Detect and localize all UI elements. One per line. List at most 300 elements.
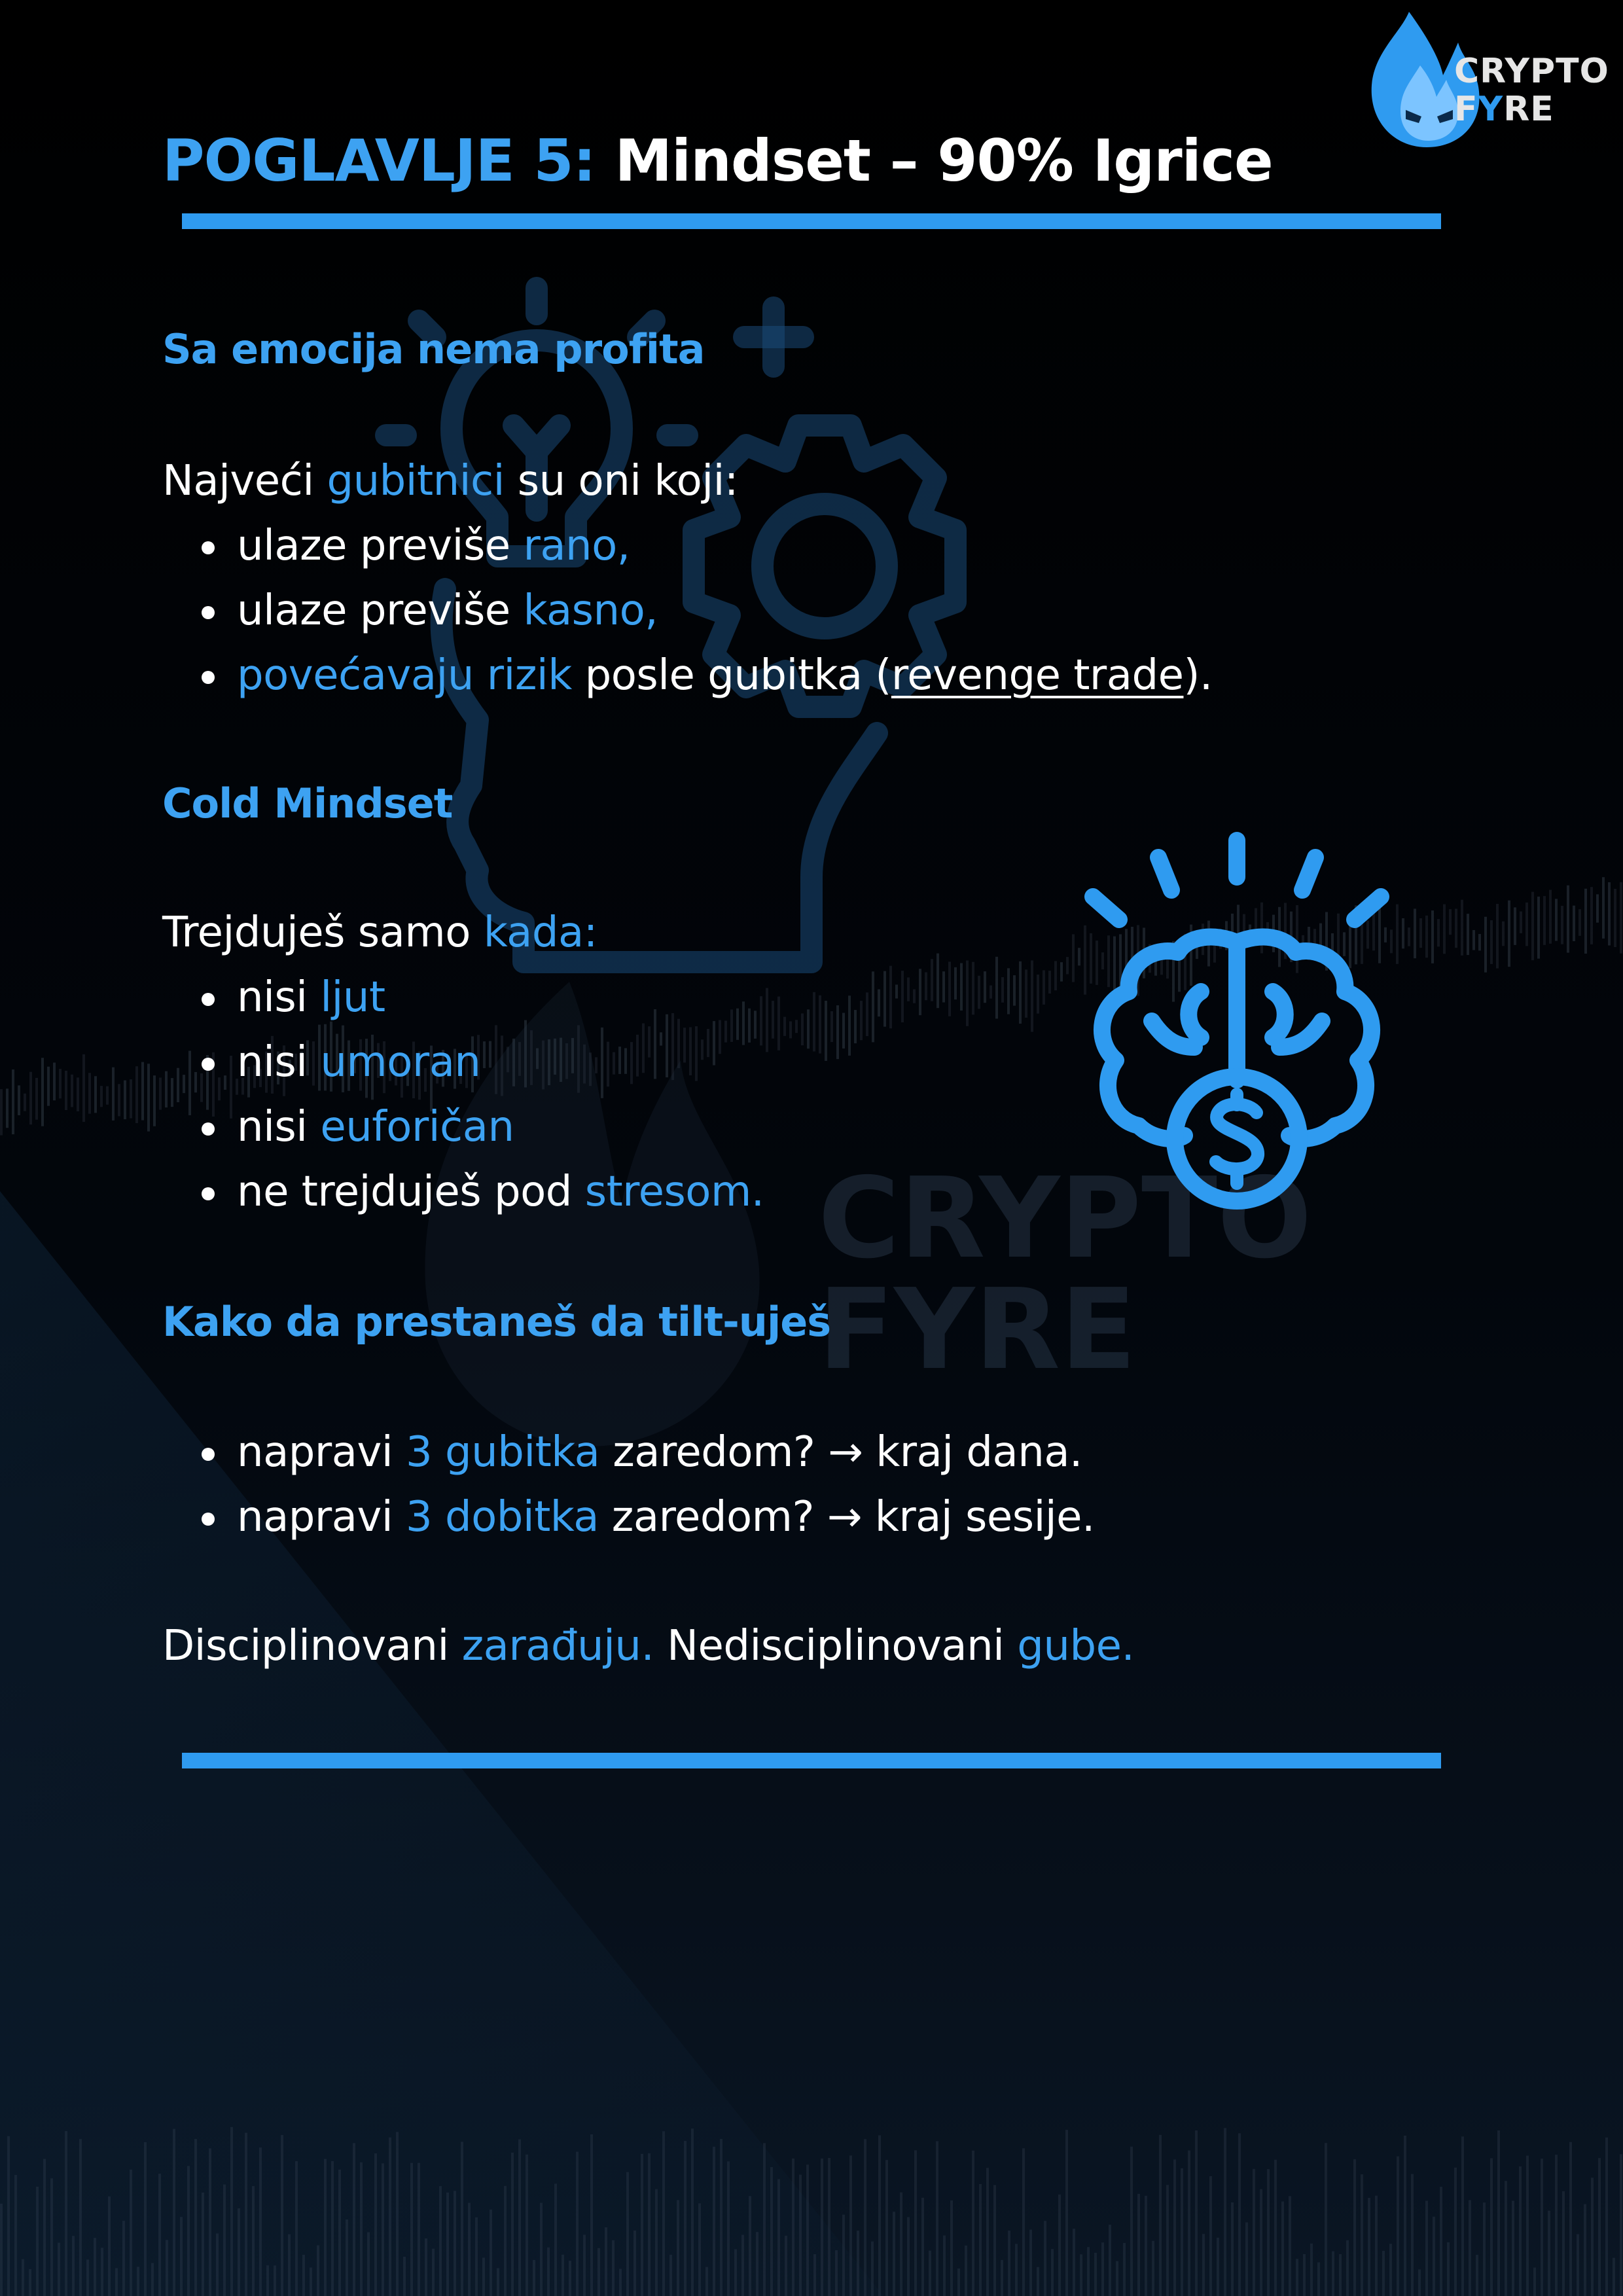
background-candle [821,2159,823,2296]
background-candle [360,2162,363,2296]
background-candle [1455,908,1457,948]
background-candle [1116,2261,1118,2296]
background-candle [893,2212,895,2296]
background-candle [526,2155,528,2296]
background-candle [1375,2196,1378,2296]
background-candle [1490,920,1493,964]
background-candle [669,2255,672,2296]
background-candle [1080,2254,1082,2296]
background-candle [475,2217,478,2296]
background-candle [995,957,998,1019]
background-candle [1051,2249,1054,2296]
background-candle [1602,877,1605,939]
background-candle [1145,2196,1147,2296]
background-candle [1467,914,1469,955]
background-candle [317,2245,319,2296]
background-candle [954,967,957,999]
background-candle [1608,882,1611,946]
background-candle [115,2268,118,2296]
background-candle [1591,2178,1594,2296]
background-candle [972,962,974,1015]
title-divider [182,213,1441,229]
background-candle [948,961,951,1016]
cold-mindset-intro: Trejduješ samo kada: [162,908,597,957]
background-candle [153,1075,156,1126]
background-candle [842,2215,845,2296]
background-candle [813,2254,816,2296]
list-item: ne trejduješ pod stresom. [196,1160,764,1225]
background-candle [504,2186,507,2296]
background-candle [1431,910,1434,963]
background-candle [124,1081,126,1119]
background-candle [216,2234,219,2296]
background-candle [1484,917,1487,973]
background-candle [1267,2169,1270,2296]
background-candle [1418,2269,1421,2296]
background-candle [346,2219,348,2296]
background-candle [1224,2128,1226,2296]
background-candle [900,2193,902,2296]
list-item: ulaze previše kasno, [196,579,1213,643]
background-candle [1478,934,1481,950]
background-candle [1419,918,1422,948]
losers-intro: Najveći gubitnici su oni koji: [162,457,738,505]
background-candle [1001,2260,1003,2296]
background-candle [432,2249,435,2296]
background-candle [825,1001,827,1061]
background-candle [605,2227,607,2296]
background-candle [583,2234,586,2296]
background-candle [641,2154,643,2296]
list-item: ulaze previše rano, [196,514,1213,579]
background-candle [14,2175,17,2296]
background-candle [177,1068,179,1102]
background-candle [1548,2211,1550,2296]
background-candle [1022,2148,1025,2296]
background-candle [122,2221,125,2296]
background-candle [1543,896,1546,945]
background-candle [1443,905,1446,954]
background-candle [1037,2267,1039,2296]
background-candle [648,2153,651,2296]
background-candle [425,2238,427,2296]
background-candle [1296,2259,1298,2296]
background-candle [188,1050,191,1115]
background-candle [734,2249,737,2296]
background-candle [1461,900,1463,956]
background-candle [1274,2160,1277,2296]
background-candle [418,2163,420,2296]
background-candle [112,1067,115,1121]
chapter-title: Mindset – 90% Igrice [615,127,1273,194]
background-candle [957,2269,960,2296]
background-candle [137,2267,139,2296]
background-candle [1025,969,1027,1018]
background-candle [741,2235,744,2296]
background-candle [1332,2251,1334,2296]
background-candle [1044,2221,1046,2296]
list-item: napravi 3 dobitka zaredom? → kraj sesije. [196,1485,1095,1550]
background-candle [883,971,886,1027]
background-candle [1353,2159,1356,2296]
background-candle [965,2246,967,2296]
list-item: nisi ljut [196,965,764,1030]
background-candle [77,1077,79,1111]
background-candle [1584,2204,1586,2296]
background-candle [1476,2255,1478,2296]
background-candle [1231,2202,1234,2296]
background-candle [238,2208,240,2296]
background-candle [1447,2242,1450,2296]
background-candle [913,989,916,1003]
background-candle [936,2142,938,2296]
background-candle [801,1013,804,1045]
background-candle [993,2185,996,2296]
background-candle [698,2203,701,2296]
background-candle [47,1067,50,1106]
background-candle [1425,2201,1428,2296]
background-candle [187,2166,190,2296]
background-candle [789,1021,792,1038]
background-candle [1368,2198,1370,2296]
background-candle [6,1088,9,1128]
background-candle [835,2250,838,2296]
background-candle [1525,903,1528,946]
background-candle [860,1001,863,1040]
background-candle [633,2231,636,2296]
background-candle [180,2217,183,2296]
background-candle [1461,2136,1464,2296]
background-candle [849,2155,852,2296]
background-candle [1508,901,1510,967]
background-candle [202,2193,204,2296]
background-candle [1065,2130,1068,2296]
revenge-trade-term: revenge trade [891,651,1184,700]
background-candle [925,972,927,1000]
background-candle [461,2142,463,2296]
background-candle [71,1075,73,1107]
background-candle [159,1078,162,1110]
background-candle [1013,975,1016,1006]
background-candle [518,2140,521,2296]
background-candle [1590,887,1593,944]
background-candle [65,1071,67,1110]
background-candle [763,2143,766,2296]
background-candle [619,2269,622,2296]
background-candle [1472,930,1475,950]
background-candle [7,2136,10,2296]
background-candle [895,984,898,998]
background-candle [1614,889,1616,947]
background-candle [889,966,892,1029]
background-candle [1555,899,1558,941]
background-candle [118,1084,120,1116]
background-candle [53,1063,56,1101]
background-candle [749,2196,751,2296]
background-candle [1541,2159,1543,2296]
background-candle [878,2136,881,2296]
background-candle [1260,2189,1262,2296]
background-candle [1578,909,1581,936]
background-candle [943,2235,946,2296]
background-candle [72,2236,75,2296]
background-candle [12,1069,14,1134]
background-candle [1389,2244,1392,2296]
background-candle [1549,890,1552,944]
background-candle [1109,2225,1111,2296]
background-candle [1496,904,1499,969]
background-candle [1238,2133,1241,2296]
background-candle [1533,2268,1536,2296]
background-candle [836,1005,839,1059]
logo-line-2: FYRE [1454,90,1554,129]
background-candle [1029,2230,1032,2296]
background-candle [135,1066,138,1123]
background-candle [389,2138,391,2296]
background-candle [165,1071,168,1107]
brain-dollar-icon [1073,825,1400,1244]
background-candle [1502,922,1505,946]
background-candle [1152,2241,1154,2296]
background-candle [1159,2135,1162,2296]
background-candle [785,2236,787,2296]
background-candle [612,2240,615,2296]
background-candle [108,2197,111,2296]
background-candle [43,2159,46,2296]
background-candle [713,2147,715,2296]
background-candle [978,976,980,1009]
background-candle [919,969,921,1015]
background-candle [662,2131,665,2296]
background-candle [230,2127,233,2296]
background-candle [907,977,910,1001]
background-candle [772,1001,774,1039]
background-candle [1382,2251,1385,2296]
background-candle [854,1010,857,1043]
background-candle [872,971,874,1042]
background-candle [931,959,933,1001]
background-candle [1531,892,1534,961]
background-candle [166,2240,168,2296]
background-candle [1512,2200,1514,2296]
background-candle [1449,909,1452,935]
background-candle [984,971,986,1003]
background-candle [950,2200,953,2296]
background-candle [878,990,880,1017]
list-item: nisi umoran [196,1030,764,1095]
background-candle [1048,971,1051,994]
background-candle [82,1054,85,1122]
background-candle [569,2261,571,2296]
background-candle [497,2268,499,2296]
background-candle [684,2141,687,2296]
section-heading-cold-mindset: Cold Mindset [162,780,453,827]
list-item: povećavaju rizik posle gubitka (revenge trade). [196,643,1213,708]
background-candle [1397,2157,1399,2296]
background-candle [1043,970,1045,1004]
background-candle [141,1062,144,1121]
background-candle [1339,2254,1342,2296]
background-candle [828,2158,830,2296]
background-candle [1584,889,1587,954]
background-candle [770,2167,773,2296]
background-candle [1094,2253,1097,2296]
background-candle [295,2161,298,2296]
background-candle [1289,2196,1291,2296]
background-candle [403,2257,406,2296]
background-candle [1469,2200,1471,2296]
background-candle [1058,2195,1061,2296]
background-candle [842,1013,845,1049]
background-candle [151,2263,154,2296]
background-candle [29,1072,32,1124]
background-candle [766,988,768,1052]
background-candle [147,1064,150,1131]
background-candle [338,2170,341,2296]
background-candle [1505,2181,1507,2296]
background-candle [1454,2168,1457,2296]
background-candle [353,2143,355,2296]
background-candle [1166,2185,1169,2296]
background-candle [94,2238,96,2296]
background-candle [677,2200,679,2296]
background-candle [1526,2155,1529,2296]
background-candle [1253,2169,1255,2296]
background-candle [1402,918,1404,948]
background-candle [1101,2242,1104,2296]
background-candle [446,2193,449,2296]
background-candle [1561,906,1563,944]
background-candle [907,2217,910,2296]
background-candle [1008,2231,1010,2296]
background-candle [1310,2244,1313,2296]
background-candle [324,2159,327,2296]
background-candle [1173,2159,1176,2296]
background-candle [0,1089,3,1135]
background-candle [101,2248,103,2296]
background-candle [35,1078,38,1120]
background-candle [1567,886,1569,953]
background-candle [88,1073,91,1113]
background-candle [547,2248,550,2296]
background-candle [482,2257,485,2296]
background-candle [1217,2238,1219,2296]
background-candle [252,2186,255,2296]
background-candle [130,1079,132,1119]
background-candle [960,963,963,1011]
cold-mindset-list [196,965,764,1225]
background-candle [1411,2174,1414,2296]
background-candle [1137,2194,1140,2296]
background-candle [171,1078,173,1107]
brand-logo-text [1454,52,1609,128]
background-candle [1060,962,1063,981]
background-candle [857,2231,859,2296]
background-candle [50,2178,53,2296]
background-candle [1605,2138,1608,2296]
background-candle [1015,2244,1018,2296]
background-candle [439,2186,442,2296]
background-candle [979,2184,982,2296]
background-candle [720,2139,722,2296]
background-candle [1573,906,1575,941]
background-candle [1195,2130,1198,2296]
background-candle [281,2135,283,2296]
background-candle [533,2260,535,2296]
background-candle [590,2134,593,2296]
logo-line-1: CRYPTO [1454,52,1609,91]
background-candle [24,1094,26,1111]
background-candle [310,2268,312,2296]
background-candle [1483,2202,1486,2296]
background-candle [1054,961,1057,990]
background-candle [511,2153,514,2296]
background-candle [777,2179,780,2296]
background-candle [274,2265,276,2296]
background-candle [59,1069,62,1098]
background-candle [1440,2187,1442,2296]
background-candle [1514,907,1516,945]
background-candle [1031,960,1033,1031]
background-candle [29,2269,31,2296]
background-candle [562,2255,564,2296]
background-candle [173,2129,175,2296]
background-candle [914,2150,917,2296]
background-candle [1087,2247,1090,2296]
list-item: napravi 3 gubitka zaredom? → kraj dana. [196,1420,1095,1485]
background-candle [1001,977,1004,1003]
background-candle [1596,894,1599,922]
background-candle [777,996,780,1050]
background-candle [871,2242,874,2296]
background-candle [1202,2234,1205,2296]
background-candle [106,1086,109,1105]
background-candle [1620,882,1622,954]
background-candle [783,1017,786,1036]
background-candle [266,2265,269,2296]
background-candle [367,2233,370,2296]
background-candle [1073,2229,1075,2296]
background-candle [1325,2143,1327,2296]
background-candle [1037,975,1039,1014]
background-candle [799,2175,802,2296]
background-candle [302,2255,305,2296]
watermark-text-2: FYRE [818,1265,1137,1395]
background-candle [1613,2258,1615,2296]
background-candle [1019,961,1022,1024]
background-candle [382,2163,384,2296]
background-candle [727,2161,730,2296]
background-candle [79,2139,82,2296]
background-candle [1433,2217,1435,2296]
background-candle [807,1009,810,1049]
bottom-divider [182,1753,1441,1768]
background-candle [1007,968,1010,1014]
background-candle [792,2159,794,2296]
background-candle [1123,2243,1126,2296]
background-candle [1346,2240,1349,2296]
background-candle [1188,2151,1190,2296]
background-candle [58,2243,60,2296]
background-candle [1245,2223,1248,2296]
watermark-text-1: CRYPTO [818,1154,1312,1283]
background-candle [921,2198,924,2296]
background-candle [554,2183,557,2296]
chapter-label: POGLAVLJE 5: [162,127,596,194]
background-candle [819,996,821,1054]
background-candle [1537,897,1540,959]
background-candle [94,1076,97,1113]
